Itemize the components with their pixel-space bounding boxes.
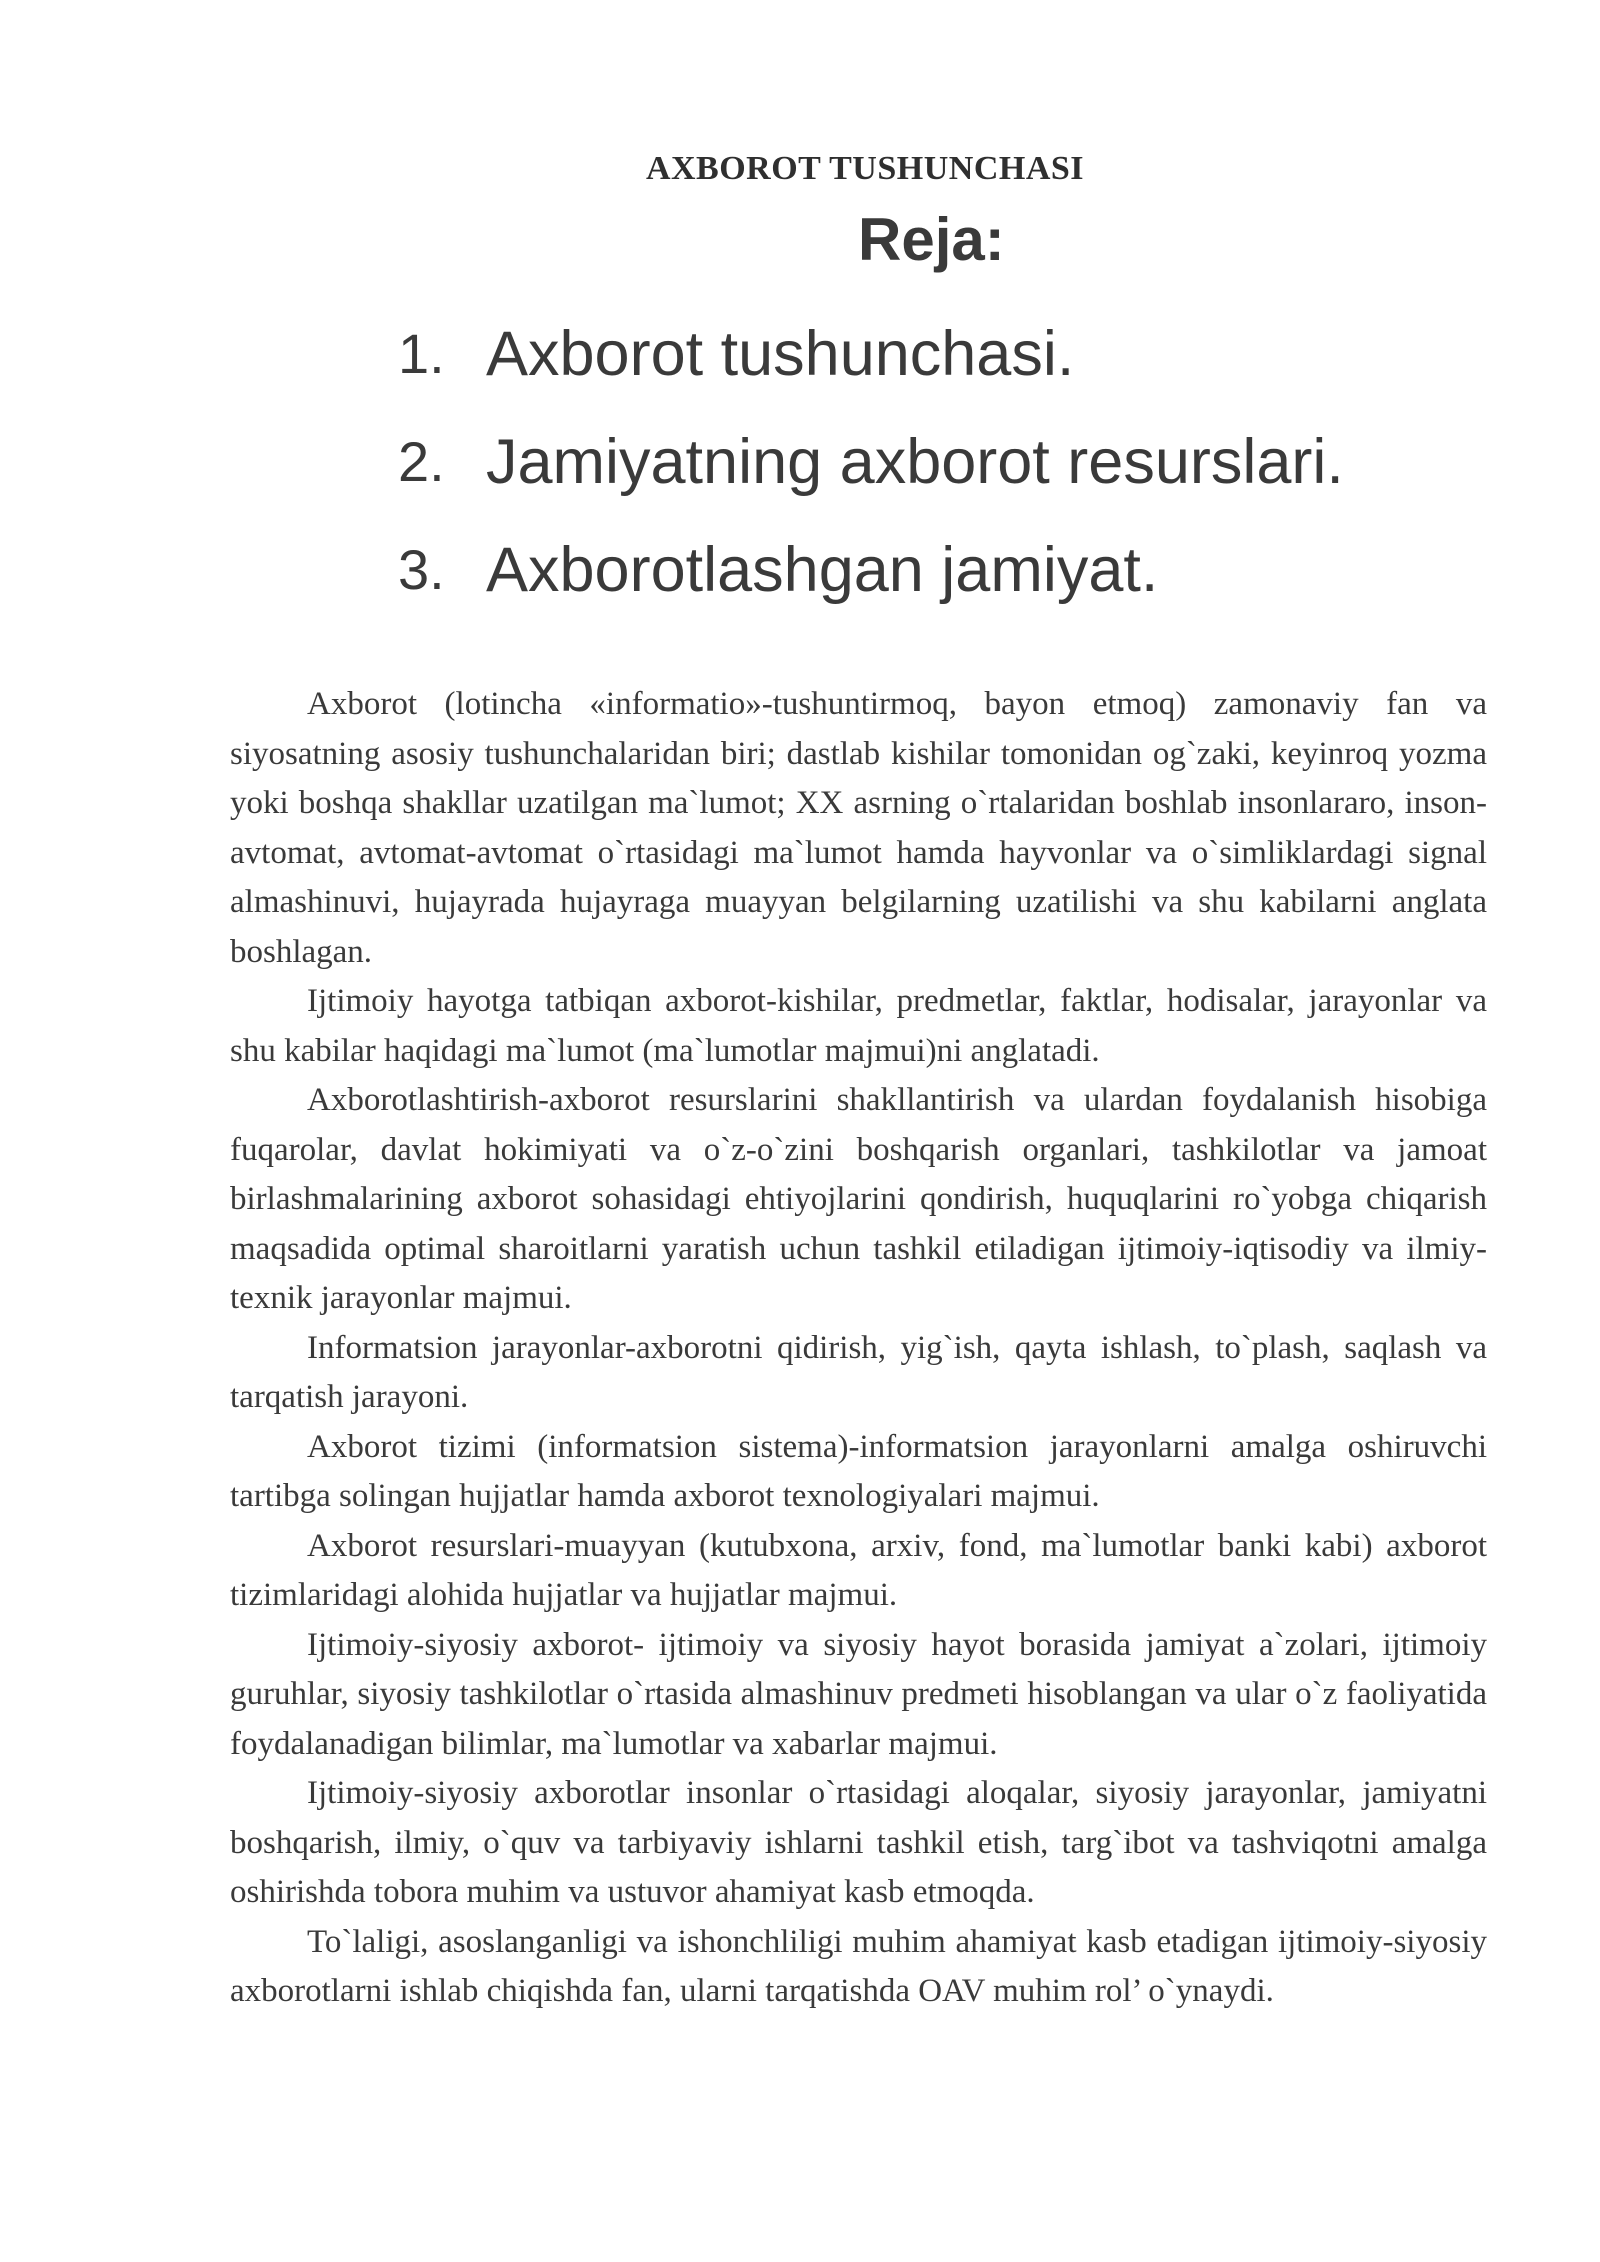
- plan-heading: Reja:: [858, 206, 1005, 273]
- paragraph: Axborot (lotincha «informatio»-tushuntirmoq, bayon etmoq) zamonaviy fan va siyosatning asosiy tushunchalaridan biri; dastlab kishilar tomonidan og`zaki, keyinroq yozma yoki boshqa shakllar uzatilgan ma`lumot; XX asrning o`rtalaridan boshlab insonlararo, inson-avtomat, avtomat-avtomat o`rtasidagi ma`lumot hamda hayvonlar va o`simliklardagi signal almashinuvi, hujayrada hujayraga muayyan belgilarning uzatilishi va shu kabilarni anglata boshlagan.: [230, 686, 1487, 970]
- paragraph: Ijtimoiy-siyosiy axborotlar insonlar o`rtasidagi aloqalar, siyosiy jarayonlar, jamiyatni boshqarish, ilmiy, o`quv va tarbiyaviy ishlarni tashkil etish, targ`ibot va tashviqotni amalga oshirishda tobora muhim va ustuvor ahamiyat kasb etmoqda.: [230, 1775, 1487, 1910]
- plan-item-number: 2.: [398, 430, 445, 493]
- paragraph: Informatsion jarayonlar-axborotni qidirish, yig`ish, qayta ishlash, to`plash, saqlash va tarqatish jarayoni.: [230, 1329, 1487, 1415]
- plan-item-number: 1.: [398, 322, 445, 385]
- plan-item-text: Axborotlashgan jamiyat.: [486, 535, 1159, 605]
- plan-item: [398, 516, 1344, 624]
- plan-item-text: Axborot tushunchasi.: [486, 319, 1075, 389]
- paragraph: Axborot resurslari-muayyan (kutubxona, arxiv, fond, ma`lumotlar banki kabi) axborot tizimlaridagi alohida hujjatlar va hujjatlar majmui.: [230, 1527, 1487, 1613]
- paragraph: Axborot tizimi (informatsion sistema)-informatsion jarayonlarni amalga oshiruvchi tartibga solingan hujjatlar hamda axborot texnologiyalari majmui.: [230, 1428, 1487, 1514]
- page-title: AXBOROT TUSHUNCHASI: [645, 150, 1085, 187]
- paragraph: To`laligi, asoslanganligi va ishonchliligi muhim ahamiyat kasb etadigan ijtimoiy-siyosiy axborotlarni ishlab chiqishda fan, ularni tarqatishda OAV muhim rol’ o`ynaydi.: [230, 1923, 1487, 2009]
- plan-list: [398, 300, 1344, 624]
- plan-item: [398, 300, 1344, 408]
- paragraph: Ijtimoiy hayotga tatbiqan axborot-kishilar, predmetlar, faktlar, hodisalar, jarayonlar va shu kabilar haqidagi ma`lumot (ma`lumotlar majmui)ni anglatadi.: [230, 983, 1487, 1069]
- body-text: [230, 680, 1487, 2017]
- paragraph: Axborotlashtirish-axborot resurslarini shakllantirish va ulardan foydalanish hisobiga fuqarolar, davlat hokimiyati va o`z-o`zini boshqarish organlari, tashkilotlar va jamoat birlashmalarining axborot sohasidagi ehtiyojlarini qondirish, huquqlarini ro`yobga chiqarish maqsadida optimal sharoitlarni yaratish uchun tashkil etiladigan ijtimoiy-iqtisodiy va ilmiy-texnik jarayonlar majmui.: [230, 1082, 1487, 1316]
- plan-item: [398, 408, 1344, 516]
- paragraph: Ijtimoiy-siyosiy axborot- ijtimoiy va siyosiy hayot borasida jamiyat a`zolari, ijtimoiy guruhlar, siyosiy tashkilotlar o`rtasida almashinuv predmeti hisoblangan va ular o`z faoliyatida foydalanadigan bilimlar, ma`lumotlar va xabarlar majmui.: [230, 1626, 1487, 1762]
- plan-item-number: 3.: [398, 538, 445, 601]
- plan-item-text: Jamiyatning axborot resurslari.: [486, 427, 1344, 497]
